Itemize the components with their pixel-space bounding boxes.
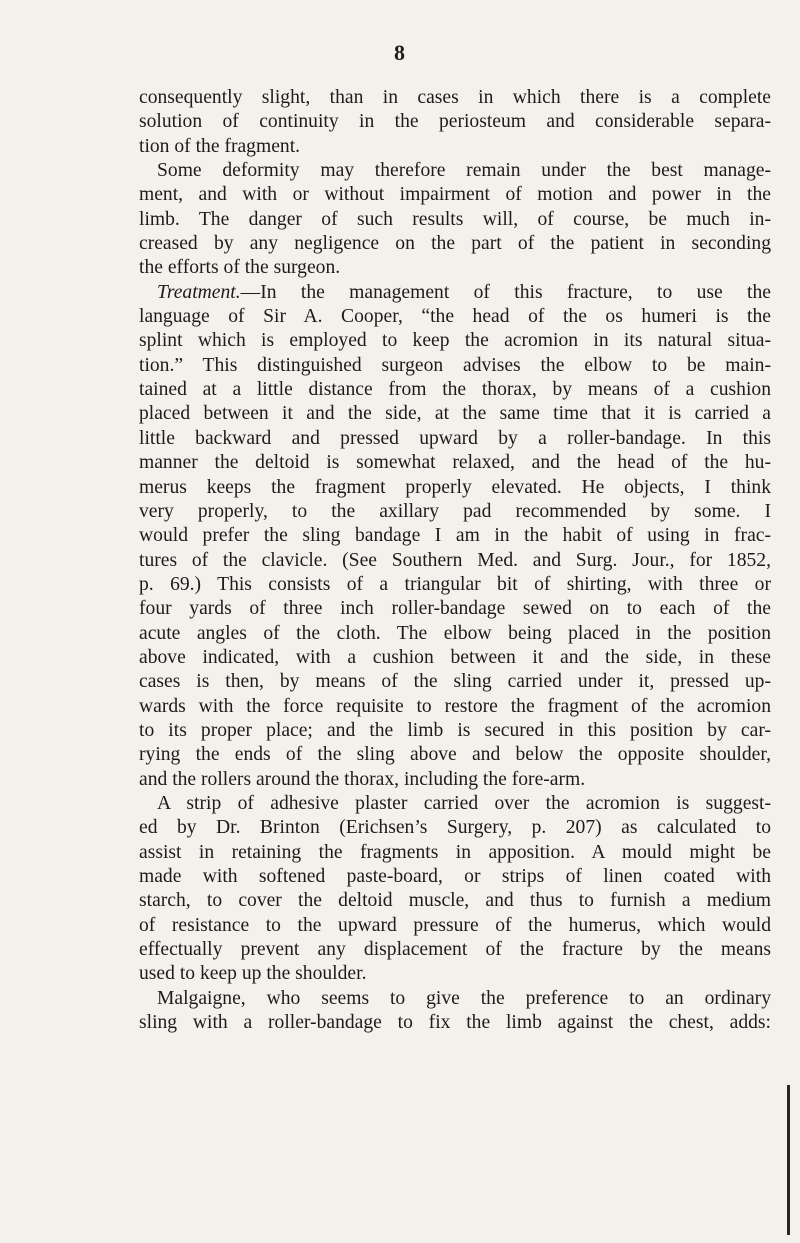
text-line: wards with the force requisite to restore the fragment of the acromion — [139, 695, 771, 717]
text-line: effectually prevent any displacement of the fracture by the means — [139, 939, 771, 961]
text-line: sling with a roller-bandage to fix the limb against the chest, adds: — [139, 1012, 771, 1034]
text-line: little backward and pressed upward by a roller-bandage. In this — [139, 427, 771, 449]
text-line: placed between it and the side, at the same time that it is carried a — [139, 403, 771, 425]
text-line: splint which is employed to keep the acromion in its natural situa- — [139, 330, 771, 352]
paragraph-malgaigne — [139, 987, 771, 1036]
text-line: assist in retaining the fragments in apposition. A mould might be — [139, 841, 771, 863]
text-line: above indicated, with a cushion between it and the side, in these — [139, 646, 771, 668]
body-text — [139, 86, 771, 1035]
text-line: solution of continuity in the periosteum and considerable separa- — [139, 111, 771, 133]
text-line: tures of the clavicle. (See Southern Med. and Surg. Jour., for 1852, — [139, 549, 771, 571]
page-edge-shadow — [787, 1085, 790, 1235]
text-line: cases is then, by means of the sling carried under it, pressed up- — [139, 671, 771, 693]
text-line: p. 69.) This consists of a triangular bit of shirting, with three or — [139, 573, 771, 595]
text-line: tion of the fragment. — [139, 135, 301, 157]
text-line: Some deformity may therefore remain under the best manage- — [157, 160, 771, 182]
text-line: creased by any negligence on the part of the patient in seconding — [139, 233, 771, 255]
text-line: manner the deltoid is somewhat relaxed, and the head of the hu- — [139, 452, 771, 474]
text-line: would prefer the sling bandage I am in the habit of using in frac- — [139, 525, 771, 547]
text-line: starch, to cover the deltoid muscle, and thus to furnish a medium — [139, 890, 771, 912]
text-line: made with softened paste-board, or strips of linen coated with — [139, 866, 771, 887]
text-line: four yards of three inch roller-bandage sewed on to each of the — [139, 598, 771, 620]
text-line: ed by Dr. Brinton (Erichsen’s Surgery, p. 207) as calculated to — [139, 817, 771, 839]
text-line: very properly, to the axillary pad recommended by some. I — [139, 500, 771, 522]
text-line: acute angles of the cloth. The elbow being placed in the position — [139, 622, 771, 644]
text-line: and the rollers around the thorax, including the fore-arm. — [139, 768, 586, 790]
text-line: language of Sir A. Cooper, “the head of the os humeri is the — [139, 306, 771, 328]
text-line: tion.” This distinguished surgeon advises the elbow to be main- — [139, 354, 771, 376]
paragraph-continuation — [139, 86, 771, 159]
text-line: used to keep up the shoulder. — [139, 963, 367, 985]
paragraph-treatment — [139, 281, 771, 792]
text-line: tained at a little distance from the thorax, by means of a cushion — [139, 379, 771, 401]
text-line: of resistance to the upward pressure of the humerus, which would — [139, 914, 771, 936]
text-line: Treatment.—In the management of this fracture, to use the — [157, 281, 771, 303]
text-line: consequently slight, than in cases in which there is a complete — [139, 87, 771, 108]
text-line: merus keeps the fragment properly elevated. He objects, I think — [139, 476, 771, 498]
text-line: limb. The danger of such results will, of course, be much in- — [139, 208, 771, 230]
text-line: to its proper place; and the limb is secured in this position by car- — [139, 719, 771, 741]
treatment-heading: Treatment. — [157, 281, 241, 303]
paragraph-adhesive-plaster — [139, 792, 771, 987]
paragraph-deformity — [139, 159, 771, 281]
text-line: Malgaigne, who seems to give the preference to an ordinary — [157, 987, 771, 1009]
text-line: A strip of adhesive plaster carried over the acromion is suggest- — [157, 792, 771, 814]
page-number: 8 — [394, 40, 406, 65]
text-line: ment, and with or without impairment of motion and power in the — [139, 184, 771, 206]
text-line: the efforts of the surgeon. — [139, 257, 341, 279]
text-line: rying the ends of the sling above and below the opposite shoulder, — [139, 744, 771, 766]
